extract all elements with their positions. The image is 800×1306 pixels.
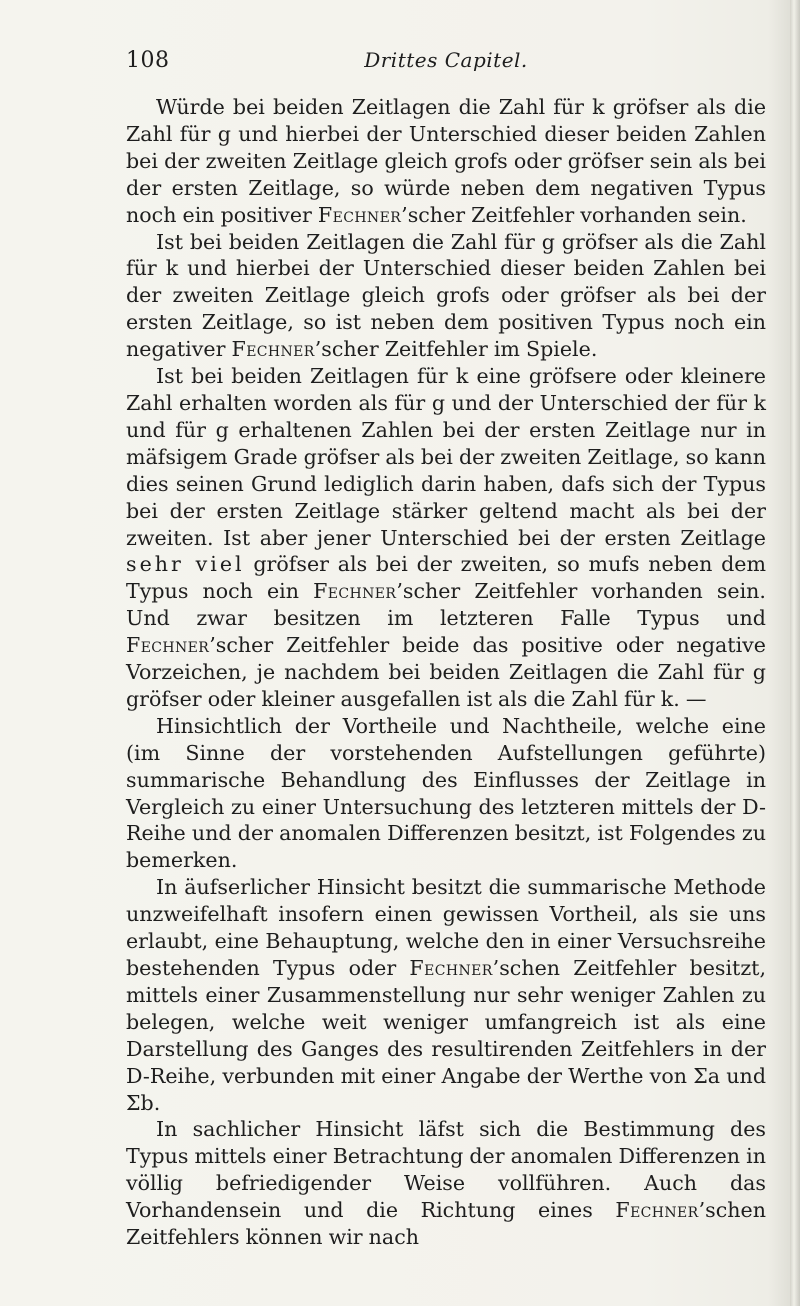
text-run: ’scher Zeitfehler vorhanden sein. Und zwar besitzen im letzteren Falle Typus und [126,579,766,631]
author-name: Fechner [126,633,210,658]
paragraph [126,229,766,364]
paragraph [126,874,766,1116]
text-run: Würde bei beiden Zeitlagen die Zahl für k gröfser als die Zahl für g und hierbei der Unterschied dieser beiden Zahlen bei der zweiten Zeitlage gleich grofs oder gröfser sein als bei der ersten Zeitlage, so würde neben dem negativen Typus noch ein positiver [126,95,766,227]
author-name: Fechner [313,579,397,604]
body-text [126,94,766,1251]
paragraph [126,1116,766,1251]
paragraph [126,713,766,874]
text-run: ’scher Zeitfehler beide das positive oder negative Vorzeichen, je nachdem bei beiden Zeitlagen die Zahl für g gröfser oder kleiner ausgefallen ist als die Zahl für k. — [126,633,766,711]
text-run: ’scher Zeitfehler vorhanden sein. [401,202,747,227]
text-run: ’schen Zeitfehlers können wir nach [126,1198,766,1250]
author-name: Fechner [615,1198,699,1223]
page-number: 108 [126,48,170,73]
paragraph [126,363,766,713]
text-run: gröfser als bei der zweiten, so mufs neben dem Typus noch ein [126,552,767,604]
page-edge [790,0,800,1306]
text-run: ’scher Zeitfehler im Spiele. [314,337,598,362]
text-run: Ist bei beiden Zeitlagen die Zahl für g gröfser als die Zahl für k und hierbei der Unterschied dieser beiden Zahlen bei der zweiten Zeitlage gleich grofs oder gröfser als bei der ersten Zeitlage, so ist neben dem positiven Typus noch ein negativer [126,229,766,362]
author-name: Fechner [231,337,315,362]
text-run: Ist bei beiden Zeitlagen für k eine gröfsere oder kleinere Zahl erhalten worden als für g und der Unterschied der für k und für g erhaltenen Zahlen bei der ersten Zeitlage nur in mäfsigem Grade gröfser als bei der zweiten Zeitlage, so kann dies seinen Grund lediglich darin haben, dafs sich der Typus bei der ersten Zeitlage stärker geltend macht als bei der zweiten. Ist aber jener Unterschied bei der ersten Zeitlage [126,364,766,550]
author-name: Fechner [409,956,493,980]
text-run: In sachlicher Hinsicht läfst sich die Bestimmung des Typus mittels einer Betrachtung der anomalen Differenzen in völlig befriedigender Weise vollführen. Auch das Vorhandensein und die Richtung eines [126,1117,766,1223]
page-header [126,48,766,84]
text-run: Hinsichtlich der Vortheile und Nachtheile, welche eine (im Sinne der vorstehenden Aufstellungen geführte) summarische Behandlung des Einflusses der Zeitlage in Vergleich zu einer Untersuchung des letzteren mittels der D-Reihe und der anomalen Differenzen besitzt, ist Folgendes zu bemerken. [126,713,766,873]
text-run: In äufserlicher Hinsicht besitzt die summarische Methode unzweifelhaft insofern einen gewissen Vortheil, als sie uns erlaubt, eine Behauptung, welche den in einer Versuchsreihe bestehenden Typus oder [126,875,766,980]
emphasis-text: sehr viel [126,552,245,577]
author-name: Fechner [317,202,402,227]
running-head: Drittes Capitel. [364,48,528,72]
text-run: ’schen Zeitfehler besitzt, mittels einer Zusammenstellung nur sehr weniger Zahlen zu belegen, welche weit weniger umfangreich ist als eine Darstellung des Ganges des resultirenden Zeitfehlers in der D-Reihe, verbunden mit einer Angabe der Werthe von Σa und Σb. [126,956,766,1115]
paragraph [126,94,766,229]
